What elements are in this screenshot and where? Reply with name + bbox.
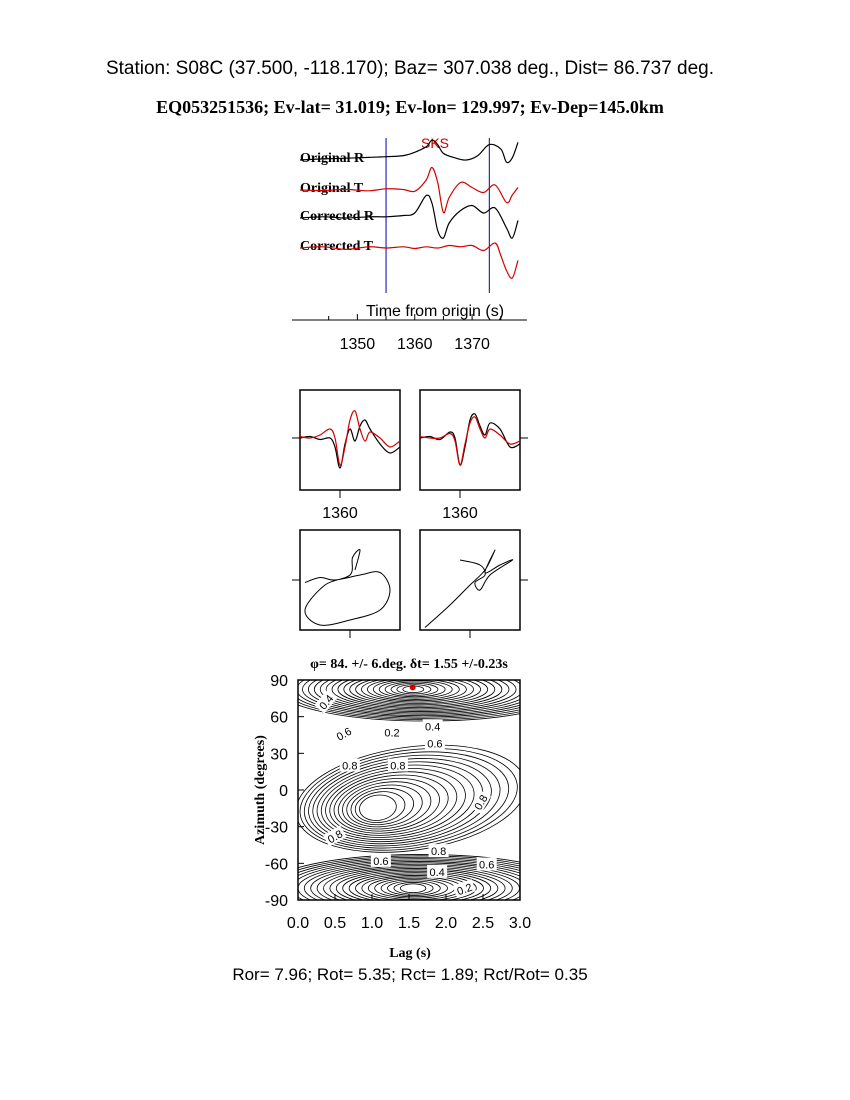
trace-line-2 — [300, 167, 518, 212]
station-info-title: Station: S08C (37.500, -118.170); Baz= 307.038 deg., Dist= 86.737 deg. — [105, 58, 715, 79]
trace-x-axis-label: Time from origin (s) — [365, 303, 505, 320]
event-info-title: EQ053251536; Ev-lat= 31.019; Ev-lon= 129.997; Ev-Dep=145.0km — [156, 97, 664, 117]
trace-xtick-label-3: 1370 — [454, 336, 490, 353]
contour-upper-13 — [332, 670, 509, 709]
contour-label: 0.4 — [425, 721, 441, 734]
waveform-panel-corrected — [420, 390, 528, 522]
contour-label: 0.4 — [317, 692, 337, 713]
grid-xtick-label: 2.5 — [471, 915, 495, 932]
trace-line-4 — [300, 243, 518, 278]
grid-x-axis-label: Lag (s) — [389, 946, 431, 961]
trace-label-2: Original T — [300, 181, 364, 196]
trace-label-1: Original R — [300, 151, 365, 166]
grid-ytick-label: 90 — [270, 673, 288, 690]
contour-label: 0.8 — [342, 760, 358, 773]
waveform-xtick-label: 1360 — [442, 505, 478, 522]
particle-motion-frame-corrected — [420, 530, 520, 630]
contour-label: 0.8 — [472, 793, 491, 813]
trace-xtick-label-2: 1360 — [396, 336, 433, 353]
grid-ytick-label: 30 — [270, 746, 288, 764]
grid-xtick-label: 1.0 — [360, 915, 384, 932]
contour-label: 0.8 — [325, 828, 346, 847]
grid-xtick-label: 1.5 — [397, 915, 421, 932]
contour-lower-3 — [388, 881, 441, 895]
contour-label: 0.6 — [334, 725, 355, 744]
particle-motion-panel-corrected — [420, 530, 528, 638]
contour-label: 0.8 — [430, 846, 447, 859]
particle-motion-frame-original — [300, 530, 400, 630]
waveform-T-line — [420, 417, 520, 465]
contour-upper-7 — [367, 678, 466, 701]
grid-ytick-label: 0 — [279, 783, 288, 800]
grid-title: φ= 84. +/- 6.deg. δt= 1.55 +/-0.23s — [310, 657, 508, 672]
energy-grid-panel — [253, 657, 577, 961]
best-fit-point — [410, 684, 416, 690]
contour-label: 0.4 — [429, 866, 445, 879]
grid-xtick-label: 2.0 — [434, 915, 458, 932]
trace-label-4: Corrected T — [300, 239, 373, 254]
grid-ytick-label: -60 — [264, 856, 288, 874]
contour-upper-10 — [350, 674, 488, 705]
waveform-xtick-label: 1360 — [322, 505, 358, 522]
grid-y-axis-label: Azimuth (degrees) — [253, 735, 268, 845]
contour-lower-16 — [304, 863, 534, 914]
waveform-frame-original — [300, 390, 400, 490]
trace-xtick-label-1: 1350 — [339, 336, 376, 353]
grid-ytick-label: -90 — [264, 893, 288, 910]
contour-label: 0.6 — [373, 855, 389, 868]
particle-motion-path — [425, 550, 513, 628]
grid-ytick-label: -30 — [264, 819, 288, 837]
trace-line-3 — [300, 195, 518, 238]
contour-label: 0.2 — [384, 727, 400, 740]
waveform-panel-original — [292, 390, 400, 522]
trace-panel — [292, 135, 527, 353]
contour-label: 0.6 — [427, 738, 443, 751]
contour-upper-4 — [385, 682, 445, 697]
trace-label-3: Corrected R — [300, 209, 374, 224]
contour-label: 0.6 — [479, 859, 495, 872]
grid-xtick-label: 0.5 — [323, 915, 347, 932]
contour-label: 0.2 — [455, 881, 475, 899]
phase-label: SKS — [420, 135, 450, 151]
grid-xtick-label: 0.0 — [286, 915, 310, 932]
contour-label: 0.8 — [390, 760, 406, 773]
contour-lower-19 — [285, 859, 555, 918]
particle-motion-panel-original — [292, 530, 400, 638]
contour-lower-13 — [324, 867, 513, 909]
energy-ratio-summary: Ror= 7.96; Rot= 5.35; Rct= 1.89; Rct/Rot= 0.35 — [232, 965, 588, 984]
contour-lower-1 — [400, 884, 426, 893]
grid-xtick-label: 3.0 — [508, 915, 532, 932]
particle-motion-path — [305, 550, 390, 626]
grid-ytick-label: 60 — [270, 709, 288, 727]
